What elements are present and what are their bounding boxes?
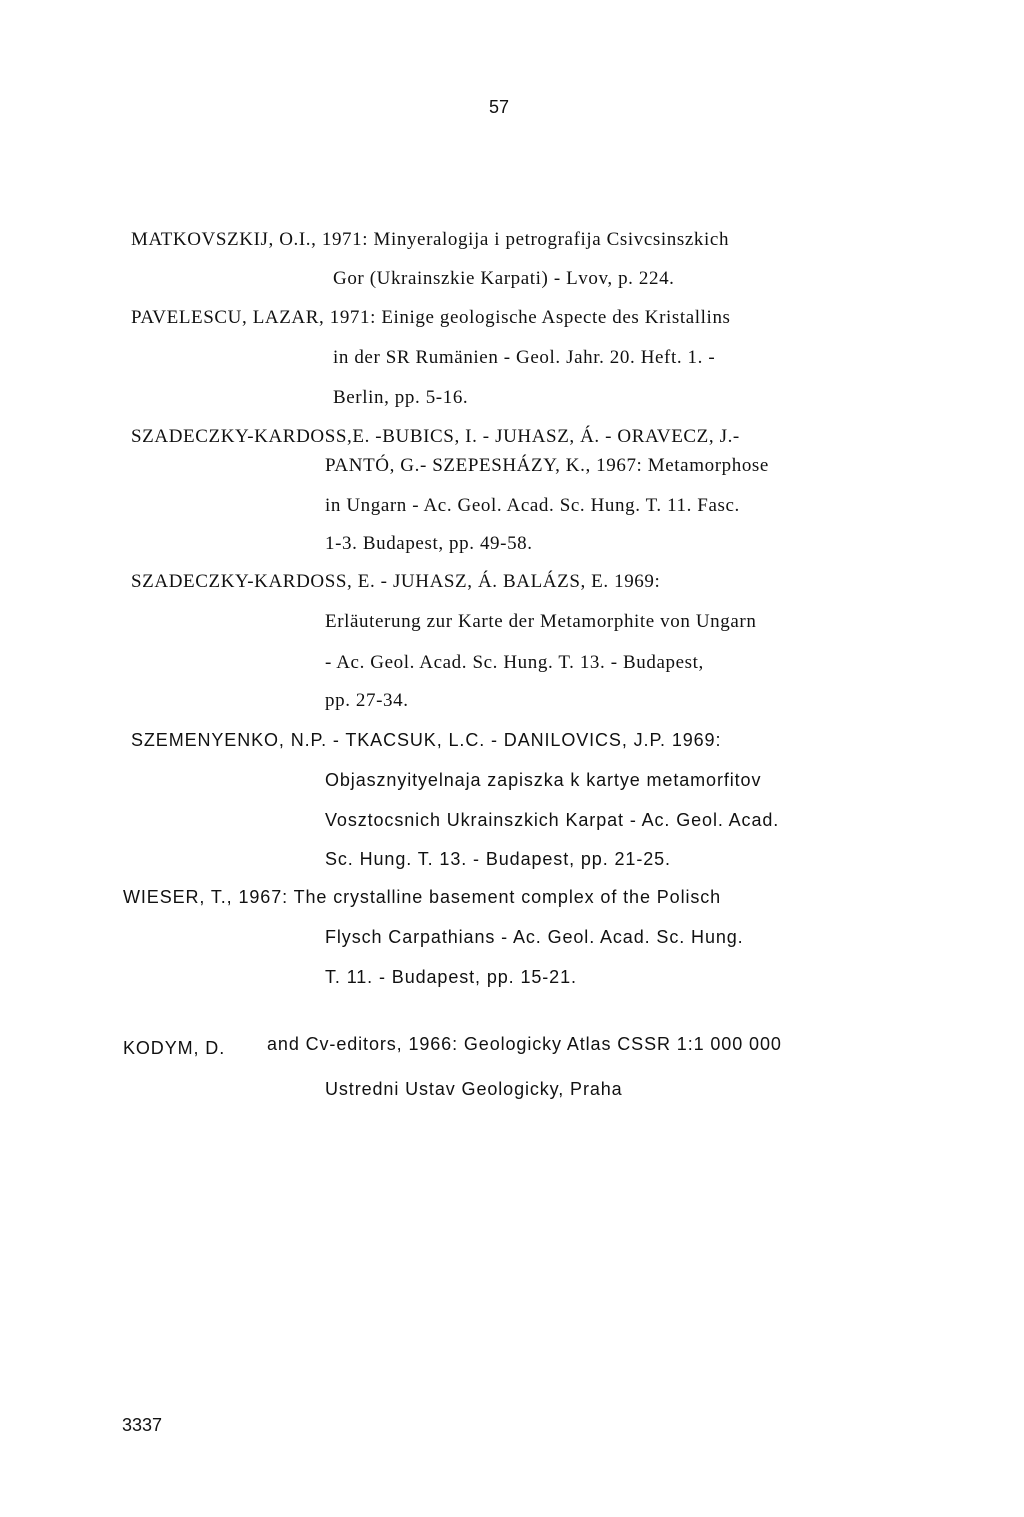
reference-line: Ustredni Ustav Geologicky, Praha bbox=[325, 1079, 623, 1099]
reference-line: in Ungarn - Ac. Geol. Acad. Sc. Hung. T. 11. Fasc. bbox=[325, 495, 740, 516]
reference-line: T. 11. - Budapest, pp. 15-21. bbox=[325, 967, 577, 987]
reference-line: Berlin, pp. 5-16. bbox=[333, 387, 469, 408]
reference-line: Sc. Hung. T. 13. - Budapest, pp. 21-25. bbox=[325, 849, 671, 869]
reference-line: SZADECZKY-KARDOSS,E. -BUBICS, I. - JUHASZ, Á. - ORAVECZ, J.- bbox=[131, 426, 740, 447]
reference-line: in der SR Rumänien - Geol. Jahr. 20. Heft. 1. - bbox=[333, 347, 716, 368]
page-number: 57 bbox=[489, 97, 510, 117]
reference-line: SZADECZKY-KARDOSS, E. - JUHASZ, Á. BALÁZS, E. 1969: bbox=[131, 571, 661, 592]
reference-line: Objasznyityelnaja zapiszka k kartye metamorfitov bbox=[325, 770, 762, 790]
reference-line: Flysch Carpathians - Ac. Geol. Acad. Sc. Hung. bbox=[325, 927, 744, 947]
reference-line: Erläuterung zur Karte der Metamorphite von Ungarn bbox=[325, 611, 757, 632]
footer-code: 3337 bbox=[122, 1415, 163, 1435]
reference-line: pp. 27-34. bbox=[325, 690, 409, 711]
reference-line: PAVELESCU, LAZAR, 1971: Einige geologische Aspecte des Kristallins bbox=[131, 307, 731, 328]
reference-line: Gor (Ukrainszkie Karpati) - Lvov, p. 224. bbox=[333, 268, 675, 289]
reference-line: Vosztocsnich Ukrainszkich Karpat - Ac. Geol. Acad. bbox=[325, 810, 780, 830]
reference-line: WIESER, T., 1967: The crystalline basement complex of the Polisch bbox=[123, 887, 722, 907]
reference-line: - Ac. Geol. Acad. Sc. Hung. T. 13. - Budapest, bbox=[325, 652, 704, 673]
reference-author: KODYM, D. bbox=[123, 1038, 226, 1058]
reference-line: 1-3. Budapest, pp. 49-58. bbox=[325, 533, 533, 554]
reference-line: PANTÓ, G.- SZEPESHÁZY, K., 1967: Metamorphose bbox=[325, 455, 769, 476]
reference-line: SZEMENYENKO, N.P. - TKACSUK, L.C. - DANILOVICS, J.P. 1969: bbox=[131, 730, 722, 750]
reference-line: and Cv-editors, 1966: Geologicky Atlas CSSR 1:1 000 000 bbox=[267, 1034, 782, 1054]
reference-line: MATKOVSZKIJ, O.I., 1971: Minyeralogija i petrografija Csivcsinszkich bbox=[131, 229, 730, 250]
